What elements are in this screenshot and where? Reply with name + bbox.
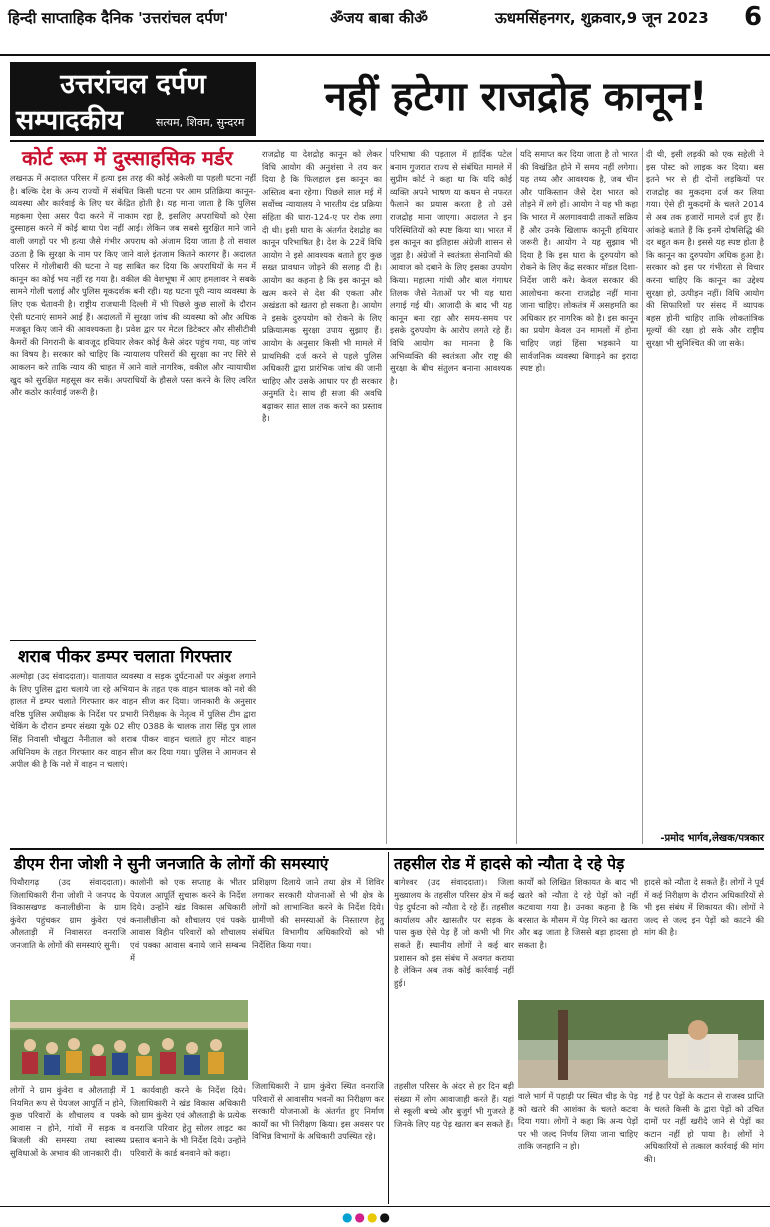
tree-photo [518, 1000, 764, 1088]
editorial-masthead [10, 62, 256, 136]
column-separator [516, 148, 517, 844]
divider [10, 140, 764, 142]
masthead-motto: सत्यम, शिवम, सुन्दरम [156, 116, 245, 129]
masthead-title: उत्तरांचल दर्पण [60, 69, 206, 100]
tehsil-story-bottom-col-1: तहसील परिसर के अंदर से हर दिन बड़ी संख्या में लोग आवाजाही करते हैं। यहां से स्कूली बच्चे और बुजुर्ग भी गुजरते हैं जिनके लिए यह पेड़ खतरा बन सकते हैं। [394, 1081, 514, 1129]
tehsil-story-headline: तहसील रोड में हादसे को न्यौता दे रहे पेड़ [394, 855, 625, 873]
divider [10, 848, 764, 850]
newspaper-name: हिन्दी साप्ताहिक दैनिक 'उत्तरांचल दर्पण' [8, 9, 229, 27]
header-slogan: ॐजय बाबा कीॐ [330, 9, 428, 27]
tehsil-story-bottom-col-3: गई है पर पेड़ों के कटान से राजस्व प्राप्ति के चलते किसी के द्वारा पेड़ों को उचित दामों पर नहीं खरीदे जाने से पेड़ों का कटान नहीं हो पाया है। लोगों ने अधिकारियों से तत्काल कार्रवाई की मांग की। [644, 1091, 764, 1164]
tehsil-story-col-1: बागेश्वर (उद संवाददाता)। जिला मुख्यालय के तहसील परिसर क्षेत्र में कई पेड़ दुर्घटना को न्यौता दे रहे हैं। तहसील कार्यालय और खासतौर पर सड़क के पास कुछ ऐसे पेड़ हैं जो कभी भी गिर सकते हैं। स्थानीय लोगों ने कई बार प्रशासन को इस संबंध में अवगत कराया है लेकिन अब तक कोई कार्रवाई नहीं हुई। [394, 877, 514, 988]
dumper-story-body: अल्मोड़ा (उद संवाददाता)। यातायात व्यवस्था व सड़क दुर्घटनाओं पर अंकुश लगाने के लिए पुलिस द्वारा चलाये जा रहे अभियान के तहत एक वाहन चालक को नशे की हालत में डम्पर चलाते गिरफ्तार कर वाहन सीज कर दिया। जानकारी के अनुसार वरिष्ठ पुलिस अधीक्षक के निर्देश पर प्रभारी निरीक्षक के नेतृत्व में पुलिस टीम द्वारा चेकिंग के दौरान डम्पर संख्या यूके 02 सीए 0388 के चालक तारा सिंह पुत्र लाल सिंह निवासी चौखुटा नैनीताल को शराब पीकर वाहन चलाते हुए मोटर वाहन अधिनियम के तहत गिरफ्तार कर वाहन सीज कर दिया गया। पुलिस ने आमजन से अपील की है कि नशे में वाहन न चलाएं। [10, 671, 256, 770]
dumper-story-headline: शराब पीकर डम्पर चलाता गिरफ्तार [18, 647, 232, 667]
editorial-byline: -प्रमोद भार्गव,लेखक/पत्रकार [660, 833, 764, 844]
header-dateline: ऊधमसिंहनगर, शुक्रवार,9 जून 2023 [495, 9, 709, 27]
photo-illustration [518, 1000, 764, 1088]
editorial-col-3: यदि समाप्त कर दिया जाता है तो भारत की विखंडित होने में समय नहीं लगेगा। यह तथ्य और आवश्यक है, जब चीन और पाकिस्तान जैसे देश भारत को तोड़ने में लगे हों। आयोग ने यह भी कहा कि भारत में अलगाववादी ताकतें सक्रिय हैं और उनके खिलाफ कानूनी हथियार जरूरी है। आयोग ने यह सुझाव भी दिया है कि इस धारा के दुरुपयोग को रोकने के लिए केंद्र सरकार मॉडल दिशा-निर्देश जारी करे। केवल सरकार की आलोचना करना राजद्रोह नहीं माना जाना चाहिए। लोकतंत्र में असहमति का अधिकार हर नागरिक को है। इस कानून का प्रयोग केवल उन मामलों में होना चाहिए जहां हिंसा भड़काने या सार्वजनिक व्यवस्था बिगाड़ने का इरादा स्पष्ट हो। [520, 149, 638, 374]
dm-story-bottom-col-1: लोगों ने ग्राम कुंवेरा व औलताड़ी में नियमित रूप से पेयजल आपूर्ति न होने, कुछ परिवारों के शौचालय व पक्के आवास न होने, गांवों में सड़क व बिजली की समस्या तथा स्वास्थ्य सुविधाओं के अभाव की जानकारी दी। [10, 1085, 126, 1158]
dm-story-headline: डीएम रीना जोशी ने सुनी जनजाति के लोगों की समस्याएं [14, 855, 329, 873]
page-number: 6 [744, 2, 763, 32]
dm-story-col-1: पिथौरागढ़ (उद संवाददाता)। जिलाधिकारी रीना जोशी ने जनपद के विकासखण्ड कनालीछीना के ग्राम कुंवेरा पहुंचकर ग्राम कुंवेरा एवं औलताड़ी में निवासरत वनराजि जनजाति के लोगों की समस्याएं सुनी। [10, 877, 126, 950]
section-separator [388, 852, 389, 1204]
divider [10, 640, 256, 641]
tehsil-story-col-2: कार्यों को लिखित शिकायत के बाद भी खतरे को न्यौता दे रहे पेड़ों को नहीं कटवाया गया है। उनका कहना है कि बरसात के मौसम में पेड़ गिरने का खतरा और बढ़ जाता है जिससे बड़ा हादसा हो सकता है। [518, 877, 638, 950]
dm-meeting-photo [10, 1000, 248, 1080]
column-separator [386, 148, 387, 844]
court-story-headline: कोर्ट रूम में दुस्साहसिक मर्डर [22, 146, 233, 170]
dm-story-bottom-col-3: जिलाधिकारी ने ग्राम कुंवेरा स्थित वनराजि परिवारों से आवासीय भवनों का निरीक्षण कर सरकारी योजनाओं के अंतर्गत हुए निर्माण कार्यों का भी निरीक्षण किया। इस अवसर पर विभिन्न विभागों के अधिकारी उपस्थित रहे। [252, 1081, 384, 1142]
photo-illustration [10, 1000, 248, 1080]
tehsil-story-col-3: हादसे को न्यौता दे सकते हैं। लोगों ने पूर्व में कई निरीक्षण के दौरान अधिकारियों से भी इस संबंध में शिकायत की। लोगों ने जल्द से जल्द इन पेड़ों को काटने की मांग की है। [644, 877, 764, 938]
dm-story-col-2: कालोनी को एक सप्ताह के भीतर पेयजल आपूर्ति सुचारू करने के निर्देश दिये। उन्होंने खंड विकास अधिकारी कनालीछीना को शौचालय एवं पक्के आवास विहीन परिवारों को शौचालय एवं पक्का आवास बनाये जाने सम्बन्ध में [130, 877, 246, 963]
registration-marks: ●●●● [342, 1210, 392, 1224]
masthead-editorial-label: सम्पादकीय [16, 105, 123, 136]
column-separator [642, 148, 643, 844]
editorial-col-4: दी थी, इसी लड़की को एक सहेली ने इस पोस्ट को लाइक कर दिया। बस इतने भर से ही दोनों लड़कियों पर राजद्रोह का मुकदमा दर्ज कर लिया गया। ऐसे ही मुकदमों के चलते 2014 से अब तक हजारों मामले दर्ज हुए हैं। आंकड़े बताते हैं कि इनमें दोषसिद्धि की दर बहुत कम है। इससे यह स्पष्ट होता है कि कानून का दुरुपयोग अधिक हुआ है। सरकार को इस पर गंभीरता से विचार करना चाहिए कि कानून का उद्देश्य सुरक्षा हो, उत्पीड़न नहीं। विधि आयोग की सिफारिशों पर संसद में व्यापक बहस होनी चाहिए ताकि लोकतांत्रिक मूल्यों की रक्षा हो सके और राष्ट्रीय सुरक्षा भी सुनिश्चित की जा सके। [646, 149, 764, 348]
editorial-headline: नहीं हटेगा राजद्रोह कानून! [324, 74, 708, 120]
dm-story-bottom-col-2: 1 कार्यवाही करने के निर्देश दिये। जिलाधिकारी ने खंड विकास अधिकारी को ग्राम कुंवेरा एवं औलताड़ी के प्रत्येक वनराजि परिवार हेतु सोलर लाइट का प्रस्ताव बनाने के भी निर्देश दिये। उन्होंने परिवारों के कार्ड बनवाने को कहा। [130, 1085, 246, 1158]
dm-story-col-3: प्रशिक्षण दिलाये जाने तथा क्षेत्र में शिविर लगाकर सरकारी योजनाओं से भी क्षेत्र के लोगों को लाभान्वित करने के निर्देश दिये। ग्रामीणों की समस्याओं के निस्तारण हेतु संबंधित विभागीय अधिकारियों को भी निर्देशित किया गया। [252, 877, 384, 950]
editorial-col-2: परिभाषा की पड़ताल में हार्दिक पटेल बनाम गुजरात राज्य से संबंधित मामले में सुप्रीम कोर्ट ने कहा था कि यदि कोई व्यक्ति अपने भाषण या कथन से नफरत फैलाने का प्रयास करता है तो उसे राजद्रोह माना जाएगा। अदालत ने इन परिस्थितियों को स्पष्ट किया था। भारत में इस कानून का इतिहास अंग्रेजी शासन से जुड़ा है। अंग्रेजों ने स्वतंत्रता सेनानियों की आवाज को दबाने के लिए इसका उपयोग किया। महात्मा गांधी और बाल गंगाधर तिलक जैसे नेताओं पर भी यह धारा लगाई गई थी। आजादी के बाद भी यह कानून बना रहा और समय-समय पर इसके दुरुपयोग के आरोप लगते रहे हैं। विधि आयोग का मानना है कि अभिव्यक्ति की स्वतंत्रता और राष्ट्र की सुरक्षा के बीच संतुलन बनाना आवश्यक है। [390, 149, 512, 386]
tehsil-story-bottom-col-2: वाले भार्ग में पहाड़ी पर स्थित चीड़ के पेड़ को खतरे की आशंका के चलते कटवा दिया गया। लोगों ने कहा कि अन्य पेड़ों पर भी जल्द निर्णय लिया जाना चाहिए ताकि जनहानि न हो। [518, 1091, 638, 1152]
page-header [0, 0, 770, 56]
court-story-body: लखनऊ में अदालत परिसर में हत्या इस तरह की कोई अकेली या पहली घटना नहीं है। बल्कि देश के अन्य राज्यों में संबंधित किसी घटना पर आम प्रतिक्रिया कानून-व्यवस्था और कार्रवाई के लिए घर केंद्रित होती है। यह माना जाता है कि पुलिस महकमा ऐसा असर पैदा करने में नाकाम रहा है, इसलिए अपराधियों को ऐसा दुस्साहस करने में कोई बाधा पेश नहीं आई। लेकिन जब सबसे सुरक्षित माने जाने वाली जगहों पर भी हत्या जैसे गंभीर अपराध को अंजाम दिया जाता है तो सवाल उठता है कि सुरक्षा के नाम पर किए जाने वाले इंतजाम कितने कारगर हैं। अदालत परिसर में गोलीबारी की घटना ने यह साबित कर दिया कि अपराधियों के मन में कानून का कोई भय नहीं रह गया है। वकील की वेशभूषा में आए हमलावर ने सबके सामने गोली चलाई और पुलिस मूकदर्शक बनी रही। यह घटना पूरी न्याय व्यवस्था के लिए एक चेतावनी है। राष्ट्रीय राजधानी दिल्ली में भी पिछले कुछ सालों के दौरान ऐसी घटनाएं सामने आई हैं। अदालतों में सुरक्षा जांच की व्यवस्था को और अधिक मजबूत किए जाने की आवश्यकता है। प्रवेश द्वार पर मेटल डिटेक्टर और सीसीटीवी कैमरों की निगरानी के बावजूद हथियार लेकर कोई कैसे अंदर पहुंच गया, यह जांच का विषय है। सरकार को चाहिए कि न्यायालय परिसरों की सुरक्षा का नए सिरे से आकलन करे ताकि न्याय की चाहत में आने वाले नागरिक, वकील और न्यायाधीश खुद को सुरक्षित महसूस कर सकें। अपराधियों के हौसले पस्त करने के लिए त्वरित और कठोर कार्रवाई जरूरी है। [10, 173, 256, 398]
editorial-col-1: राजद्रोह या देशद्रोह कानून को लेकर विधि आयोग की अनुशंसा ने तय कर दिया है कि फिलहाल इस कानून का अस्तित्व बना रहेगा। पिछले साल मई में सर्वोच्च न्यायालय ने भारतीय दंड प्रक्रिया संहिता की धारा-124-ए पर रोक लगा दी थी। इसी धारा के अंतर्गत देशद्रोह का कानून परिभाषित है। देश के 22वें विधि आयोग ने इसे आवश्यक बताते हुए कुछ सख्त प्रावधान जोड़ने की सलाह दी है। आयोग का कहना है कि इस कानून को खत्म करने से देश की एकता और अखंडता को खतरा हो सकता है। आयोग ने इसके दुरुपयोग को रोकने के लिए प्रक्रियात्मक सुरक्षा उपाय सुझाए हैं। आयोग के अनुसार किसी भी मामले में प्राथमिकी दर्ज करने से पहले पुलिस अधिकारी द्वारा प्रारंभिक जांच की जानी चाहिए और उसके आधार पर ही सरकार अनुमति दे। साथ ही सजा की अवधि बढ़ाकर सात साल तक करने का प्रस्ताव है। [262, 149, 382, 424]
